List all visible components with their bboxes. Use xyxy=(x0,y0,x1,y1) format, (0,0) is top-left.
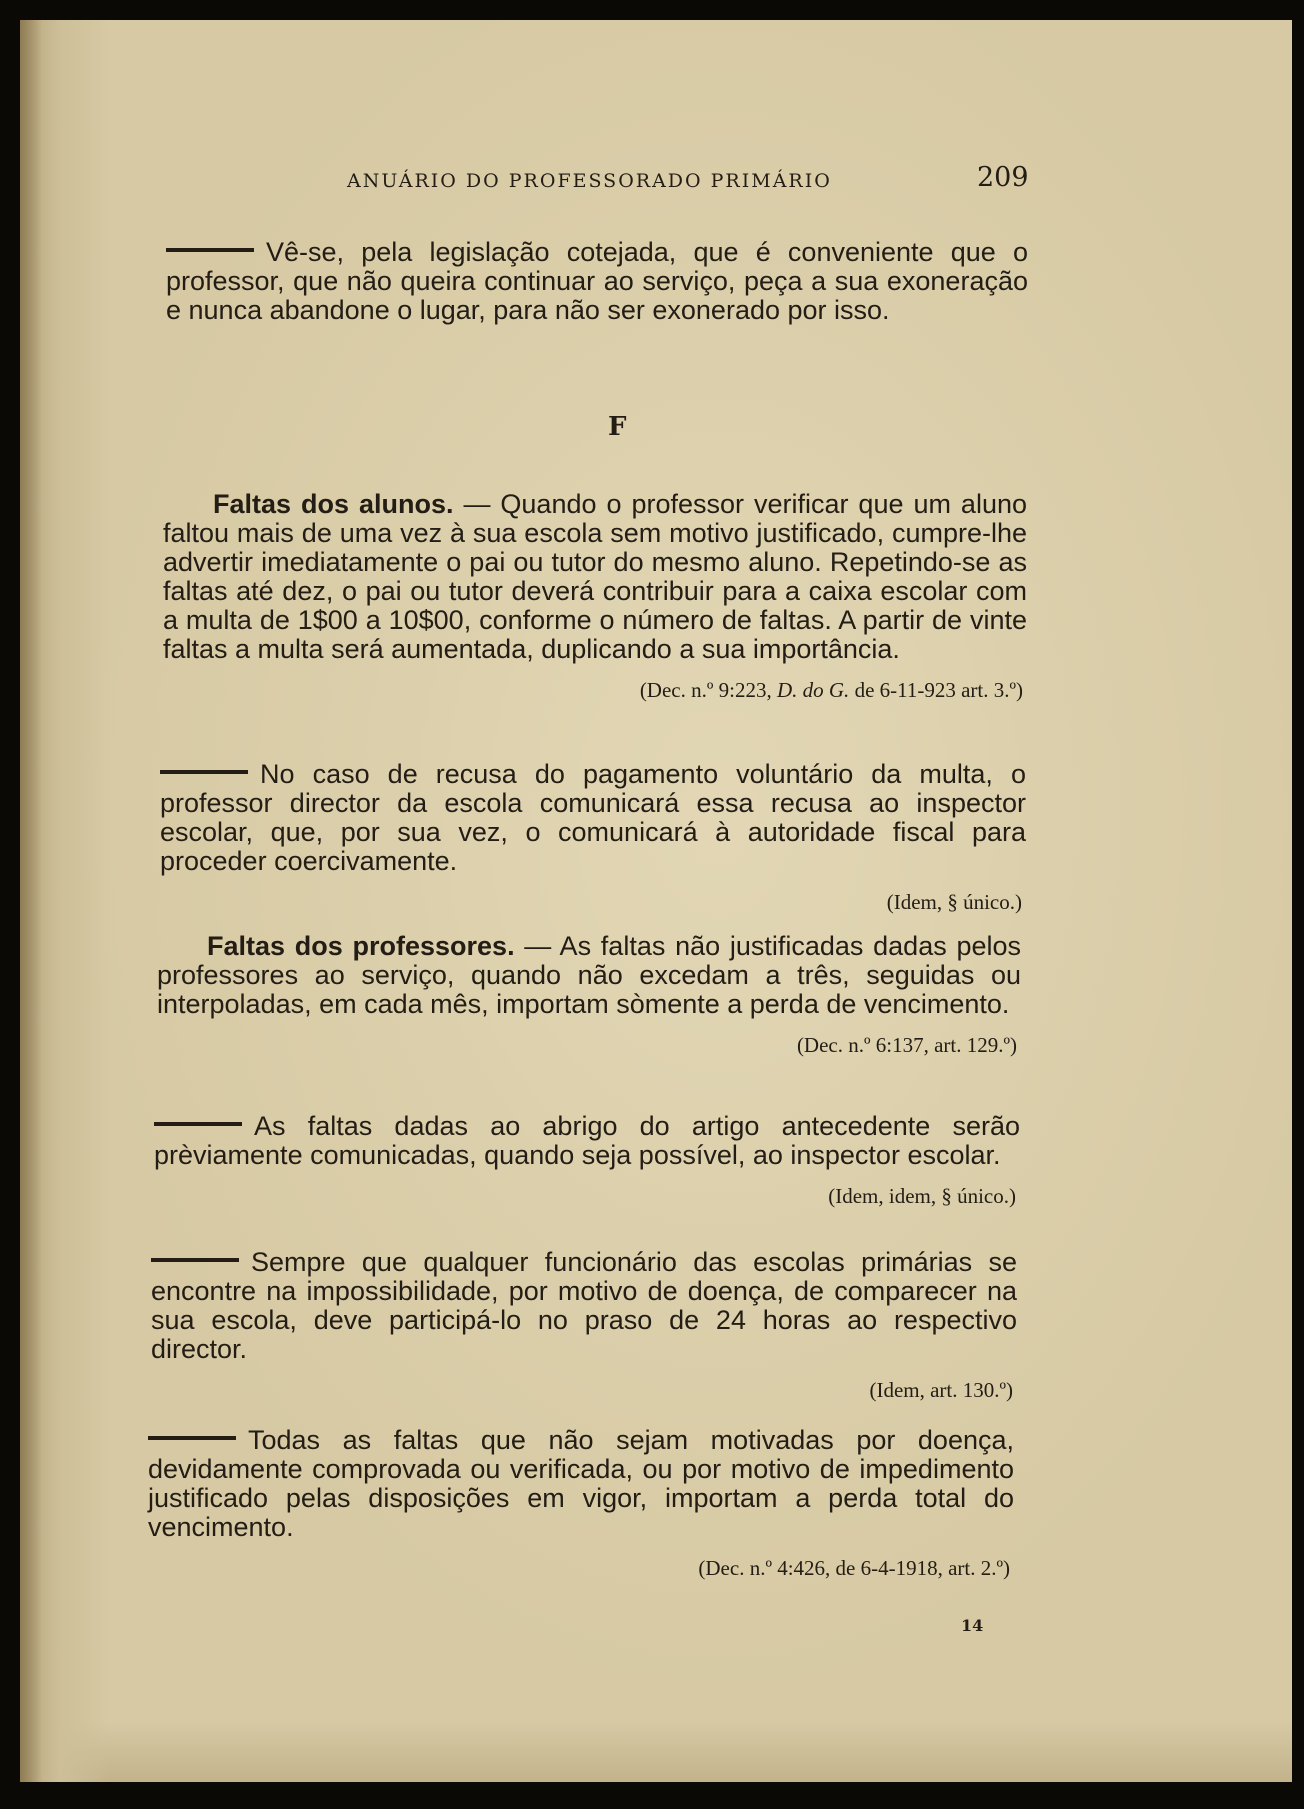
intro-paragraph: Vê-se, pela legislação cotejada, que é conveniente que o professor, que não queira continuar ao serviço, peça a sua exoneração e nunca abandone o lugar, para não ser exonerado por isso. xyxy=(166,237,1028,325)
entry-paragraph: Faltas dos alunos. — Quando o professor verificar que um aluno faltou mais de uma vez à sua escola sem motivo justificado, cumpre-lhe advertir imediatamente o pai ou tutor do mesmo aluno. Repetindo-se as faltas até dez, o pai ou tutor deverá contribuir para a caixa escolar com a multa de 1$00 a 10$00, conforme o número de faltas. A partir de vinte faltas a multa será aumentada, duplicando a sua importância. xyxy=(163,489,1027,664)
citation: (Idem, idem, § único.) xyxy=(828,1184,1016,1208)
citation: (Idem, art. 130.º) xyxy=(869,1378,1013,1402)
section-letter: F xyxy=(608,412,627,442)
entry-faltas-alunos xyxy=(163,490,1027,703)
signature-mark: 14 xyxy=(961,1616,984,1635)
entry-paragraph: Sempre que qualquer funcionário das escolas primárias se encontre na impossibilidade, por motivo de doença, de comparecer na sua escola, deve participá-lo no praso de 24 horas ao respectivo director. xyxy=(151,1247,1017,1364)
citation: (Dec. n.º 4:426, de 6-4-1918, art. 2.º) xyxy=(698,1556,1010,1580)
em-rule xyxy=(154,1122,242,1126)
citation: (Dec. n.º 6:137, art. 129.º) xyxy=(796,1033,1017,1057)
citation: (Dec. n.º 9:223, D. do G. de 6-11-923 art. 3.º) xyxy=(639,678,1023,702)
entry-faltas-professores xyxy=(157,932,1021,1058)
entry-perda-total xyxy=(148,1426,1014,1581)
entry-faltas-abrigo xyxy=(154,1112,1020,1209)
em-rule xyxy=(148,1436,236,1440)
running-head xyxy=(20,162,1292,202)
em-rule xyxy=(166,248,254,252)
entry-paragraph: Todas as faltas que não sejam motivadas por doença, devidamente comprovada ou verificada, ou por motivo de impedimento justificado pelas disposições em vigor, importam a perda total do vencimento. xyxy=(148,1425,1014,1542)
entry-doenca xyxy=(151,1248,1017,1403)
citation: (Idem, § único.) xyxy=(886,890,1022,914)
entry-recusa xyxy=(160,760,1026,915)
em-rule xyxy=(151,1258,239,1262)
running-title: ANUÁRIO DO PROFESSORADO PRIMÁRIO xyxy=(347,170,832,192)
entry-paragraph: As faltas dadas ao abrigo do artigo antecedente serão prèviamente comunicadas, quando seja possível, ao inspector escolar. xyxy=(154,1111,1020,1170)
entry-heading: Faltas dos professores. xyxy=(207,931,515,961)
em-rule xyxy=(160,770,248,774)
page-number: 209 xyxy=(977,162,1029,193)
book-page xyxy=(20,20,1292,1782)
entry-paragraph: Faltas dos professores. — As faltas não justificadas dadas pelos professores ao serviço, quando não excedam a três, seguidas ou interpoladas, em cada mês, importam sòmente a perda de vencimento. xyxy=(157,931,1021,1019)
entry-paragraph: No caso de recusa do pagamento voluntário da multa, o professor director da escola comunicará essa recusa ao inspector escolar, que, por sua vez, o comunicará à autoridade fiscal para proceder coercivamente. xyxy=(160,759,1026,876)
intro-block xyxy=(166,238,1028,325)
entry-heading: Faltas dos alunos. xyxy=(213,489,454,519)
